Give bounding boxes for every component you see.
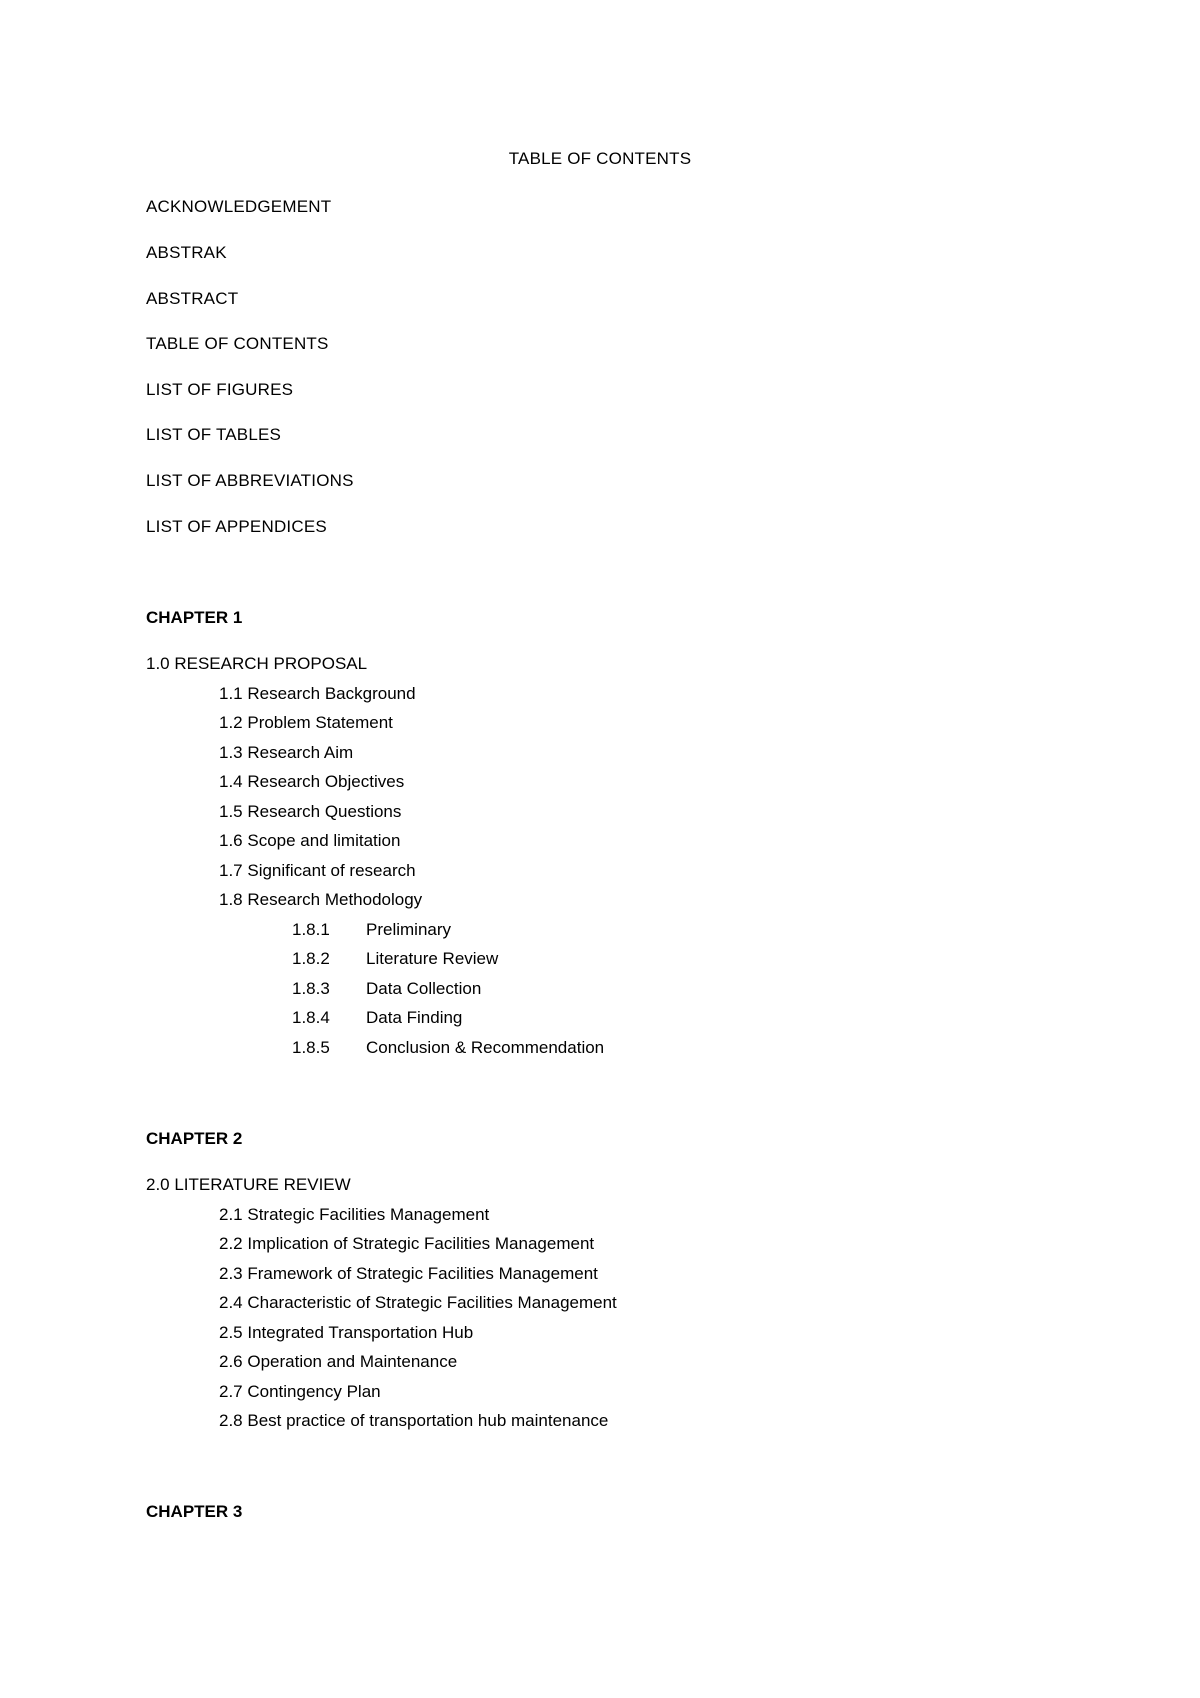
subsection-label: Preliminary (366, 920, 452, 939)
section-item: 1.2 Problem Statement (219, 713, 393, 732)
section-item: 2.6 Operation and Maintenance (219, 1352, 458, 1371)
page-title: TABLE OF CONTENTS (508, 149, 692, 168)
chapter-main-section: 1.0 RESEARCH PROPOSAL (146, 654, 368, 673)
front-matter-item: ABSTRACT (146, 289, 239, 308)
section-item: 2.2 Implication of Strategic Facilities Management (219, 1234, 595, 1253)
subsection-number: 1.8.5 (292, 1038, 330, 1057)
front-matter-item: ACKNOWLEDGEMENT (146, 197, 332, 216)
subsection-label: Data Collection (366, 979, 482, 998)
chapter-heading: CHAPTER 2 (146, 1129, 243, 1148)
section-item: 2.1 Strategic Facilities Management (219, 1205, 490, 1224)
section-item: 2.7 Contingency Plan (219, 1382, 381, 1401)
front-matter-item: LIST OF TABLES (146, 425, 282, 444)
chapter-main-section: 2.0 LITERATURE REVIEW (146, 1175, 351, 1194)
section-item: 2.5 Integrated Transportation Hub (219, 1323, 474, 1342)
front-matter-item: LIST OF ABBREVIATIONS (146, 471, 354, 490)
front-matter-item: ABSTRAK (146, 243, 227, 262)
section-item: 2.4 Characteristic of Strategic Facilities Management (219, 1293, 617, 1312)
section-item: 1.7 Significant of research (219, 861, 416, 880)
subsection-number: 1.8.4 (292, 1008, 330, 1027)
section-item: 2.8 Best practice of transportation hub maintenance (219, 1411, 609, 1430)
front-matter-item: TABLE OF CONTENTS (146, 334, 329, 353)
chapter-heading: CHAPTER 3 (146, 1502, 243, 1521)
subsection-label: Literature Review (366, 949, 499, 968)
section-item: 1.3 Research Aim (219, 743, 354, 762)
front-matter-item: LIST OF APPENDICES (146, 517, 327, 536)
section-item: 2.3 Framework of Strategic Facilities Management (219, 1264, 598, 1283)
chapter-heading: CHAPTER 1 (146, 608, 243, 627)
section-item: 1.1 Research Background (219, 684, 416, 703)
subsection-label: Data Finding (366, 1008, 463, 1027)
subsection-number: 1.8.2 (292, 949, 330, 968)
subsection-number: 1.8.1 (292, 920, 330, 939)
section-item: 1.5 Research Questions (219, 802, 402, 821)
subsection-label: Conclusion & Recommendation (366, 1038, 605, 1057)
section-item: 1.8 Research Methodology (219, 890, 423, 909)
front-matter-item: LIST OF FIGURES (146, 380, 294, 399)
section-item: 1.4 Research Objectives (219, 772, 405, 791)
subsection-number: 1.8.3 (292, 979, 330, 998)
section-item: 1.6 Scope and limitation (219, 831, 401, 850)
